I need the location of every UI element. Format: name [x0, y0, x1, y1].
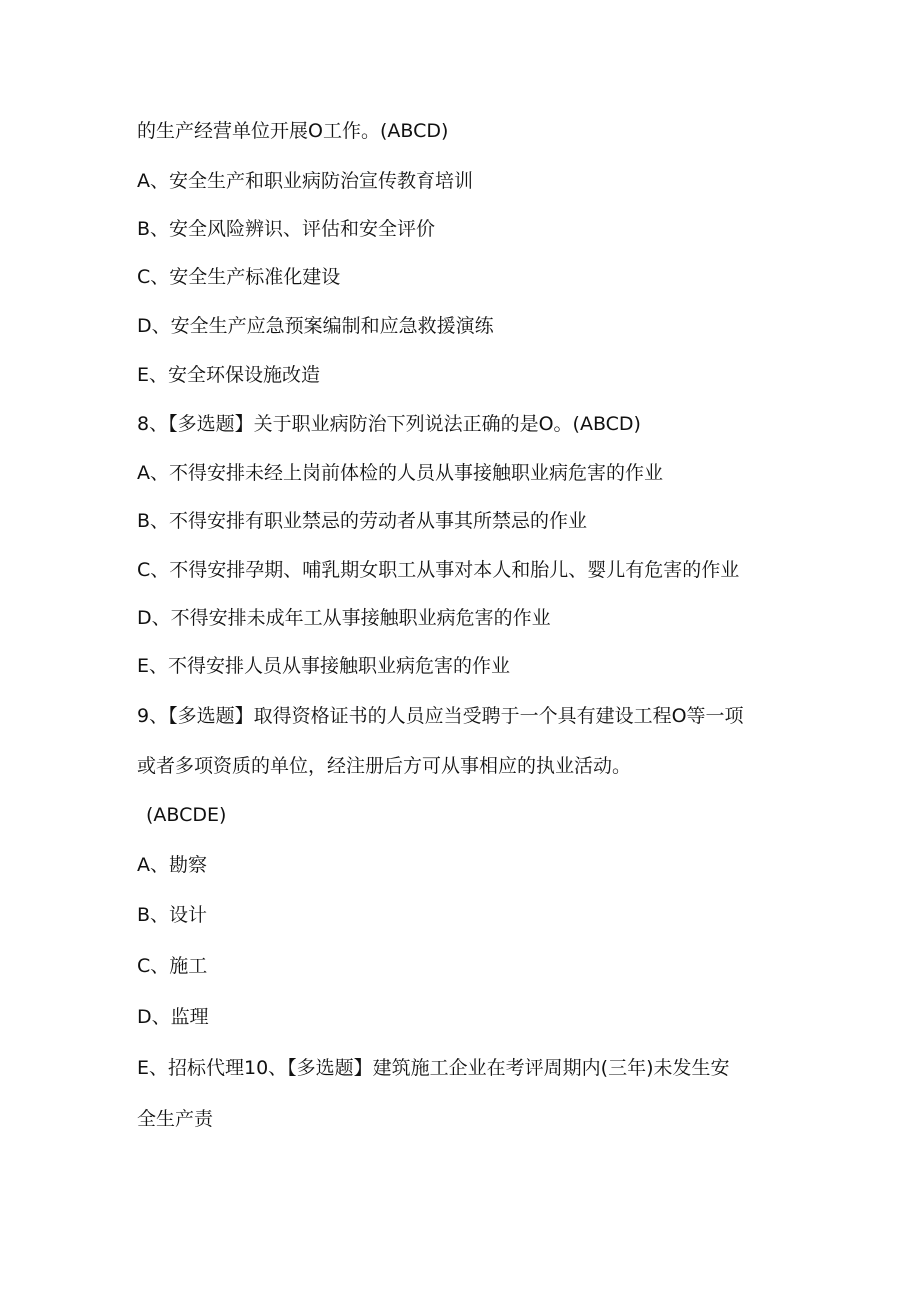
option-c: C、施工	[137, 955, 208, 977]
question-9: 9、【多选题】取得资格证书的人员应当受聘于一个具有建设工程O等一项	[137, 705, 744, 727]
option-b: B、安全风险辨识、评估和安全评价	[137, 218, 436, 240]
option-d: D、监理	[137, 1006, 209, 1028]
option-d: D、不得安排未成年工从事接触职业病危害的作业	[137, 607, 551, 629]
option-e: E、安全环保设施改造	[137, 364, 321, 386]
option-a: A、不得安排未经上岗前体检的人员从事接触职业病危害的作业	[137, 462, 663, 484]
option-a: A、勘察	[137, 854, 207, 876]
option-e-and-question-10: E、招标代理10、【多选题】建筑施工企业在考评周期内(三年)未发生安	[137, 1057, 730, 1079]
option-c: C、不得安排孕期、哺乳期女职工从事对本人和胎儿、婴儿有危害的作业	[137, 559, 740, 581]
option-b: B、设计	[137, 904, 208, 926]
option-a: A、安全生产和职业病防治宣传教育培训	[137, 170, 473, 192]
text-line-question-7-continuation: 的生产经营单位开展O工作。(ABCD)	[137, 120, 449, 142]
option-d: D、安全生产应急预案编制和应急救援演练	[137, 315, 494, 337]
question-9-answer: (ABCDE)	[146, 804, 227, 826]
question-8: 8、【多选题】关于职业病防治下列说法正确的是O。(ABCD)	[137, 413, 641, 435]
question-10-continuation: 全生产责	[137, 1108, 214, 1130]
option-c: C、安全生产标准化建设	[137, 266, 341, 288]
question-9-continuation: 或者多项资质的单位，经注册后方可从事相应的执业活动。	[137, 755, 632, 777]
option-b: B、不得安排有职业禁忌的劳动者从事其所禁忌的作业	[137, 510, 588, 532]
option-e: E、不得安排人员从事接触职业病危害的作业	[137, 655, 511, 677]
